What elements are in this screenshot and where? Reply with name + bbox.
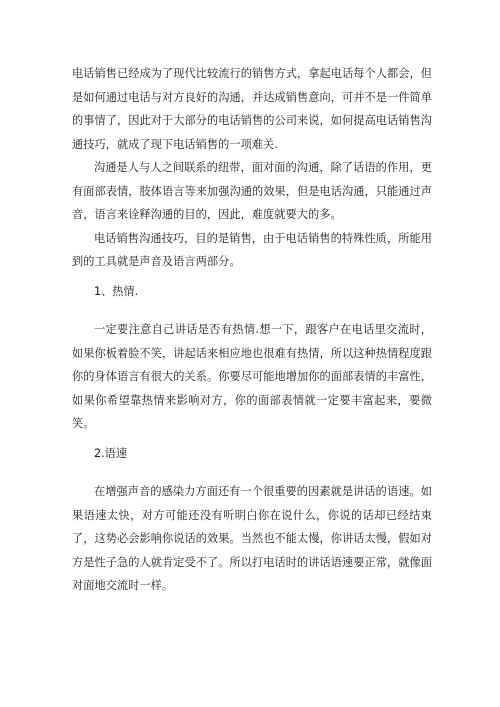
- document-page: [72, 62, 432, 598]
- paragraph-enthusiasm: 一定要注意自己讲话是否有热情.想一下，跟客户在电话里交流时，如果你板着脸不笑，讲起话来相应地也很难有热情，所以这种热情程度跟你的身体语言有很大的关系。你要尽可能地增加你的面部表情的丰富性，如果你希望靠热情来影响对方，你的面部表情就一定要丰富起来，要微笑。: [72, 323, 432, 430]
- section-heading-enthusiasm: 1、热情.: [94, 284, 139, 298]
- section-heading-speed: 2.语速: [94, 446, 128, 460]
- paragraph-speed: 在增强声音的感染力方面还有一个很重要的因素就是讲话的语速。如果语速太快，对方可能还没有听明白你在说什么，你说的话却已经结束了，这势必会影响你说话的效果。当然也不能太慢，你讲话太慢，假如对方是性子急的人就肯定受不了。所以打电话时的讲话语速要正常，就像面对面地交流时一样。: [72, 485, 432, 592]
- paragraph-communication: 沟通是人与人之间联系的纽带，面对面的沟通，除了话语的作用，更有面部表情，肢体语言等来加强沟通的效果，但是电话沟通，只能通过声音，语言来诠释沟通的目的，因此，难度就要大的多。: [72, 161, 432, 221]
- paragraph-purpose: 电话销售沟通技巧，目的是销售，由于电话销售的特殊性质，所能用到的工具就是声音及语言两部分。: [72, 231, 432, 268]
- paragraph-intro: 电话销售已经成为了现代比较流行的销售方式，拿起电话每个人都会，但是如何通过电话与对方良好的沟通，并达成销售意向，可并不是一件简单的事情了，因此对于大部分的电话销售的公司来说，如何提高电话销售沟通技巧，就成了现下电话销售的一项难关.: [72, 67, 432, 151]
